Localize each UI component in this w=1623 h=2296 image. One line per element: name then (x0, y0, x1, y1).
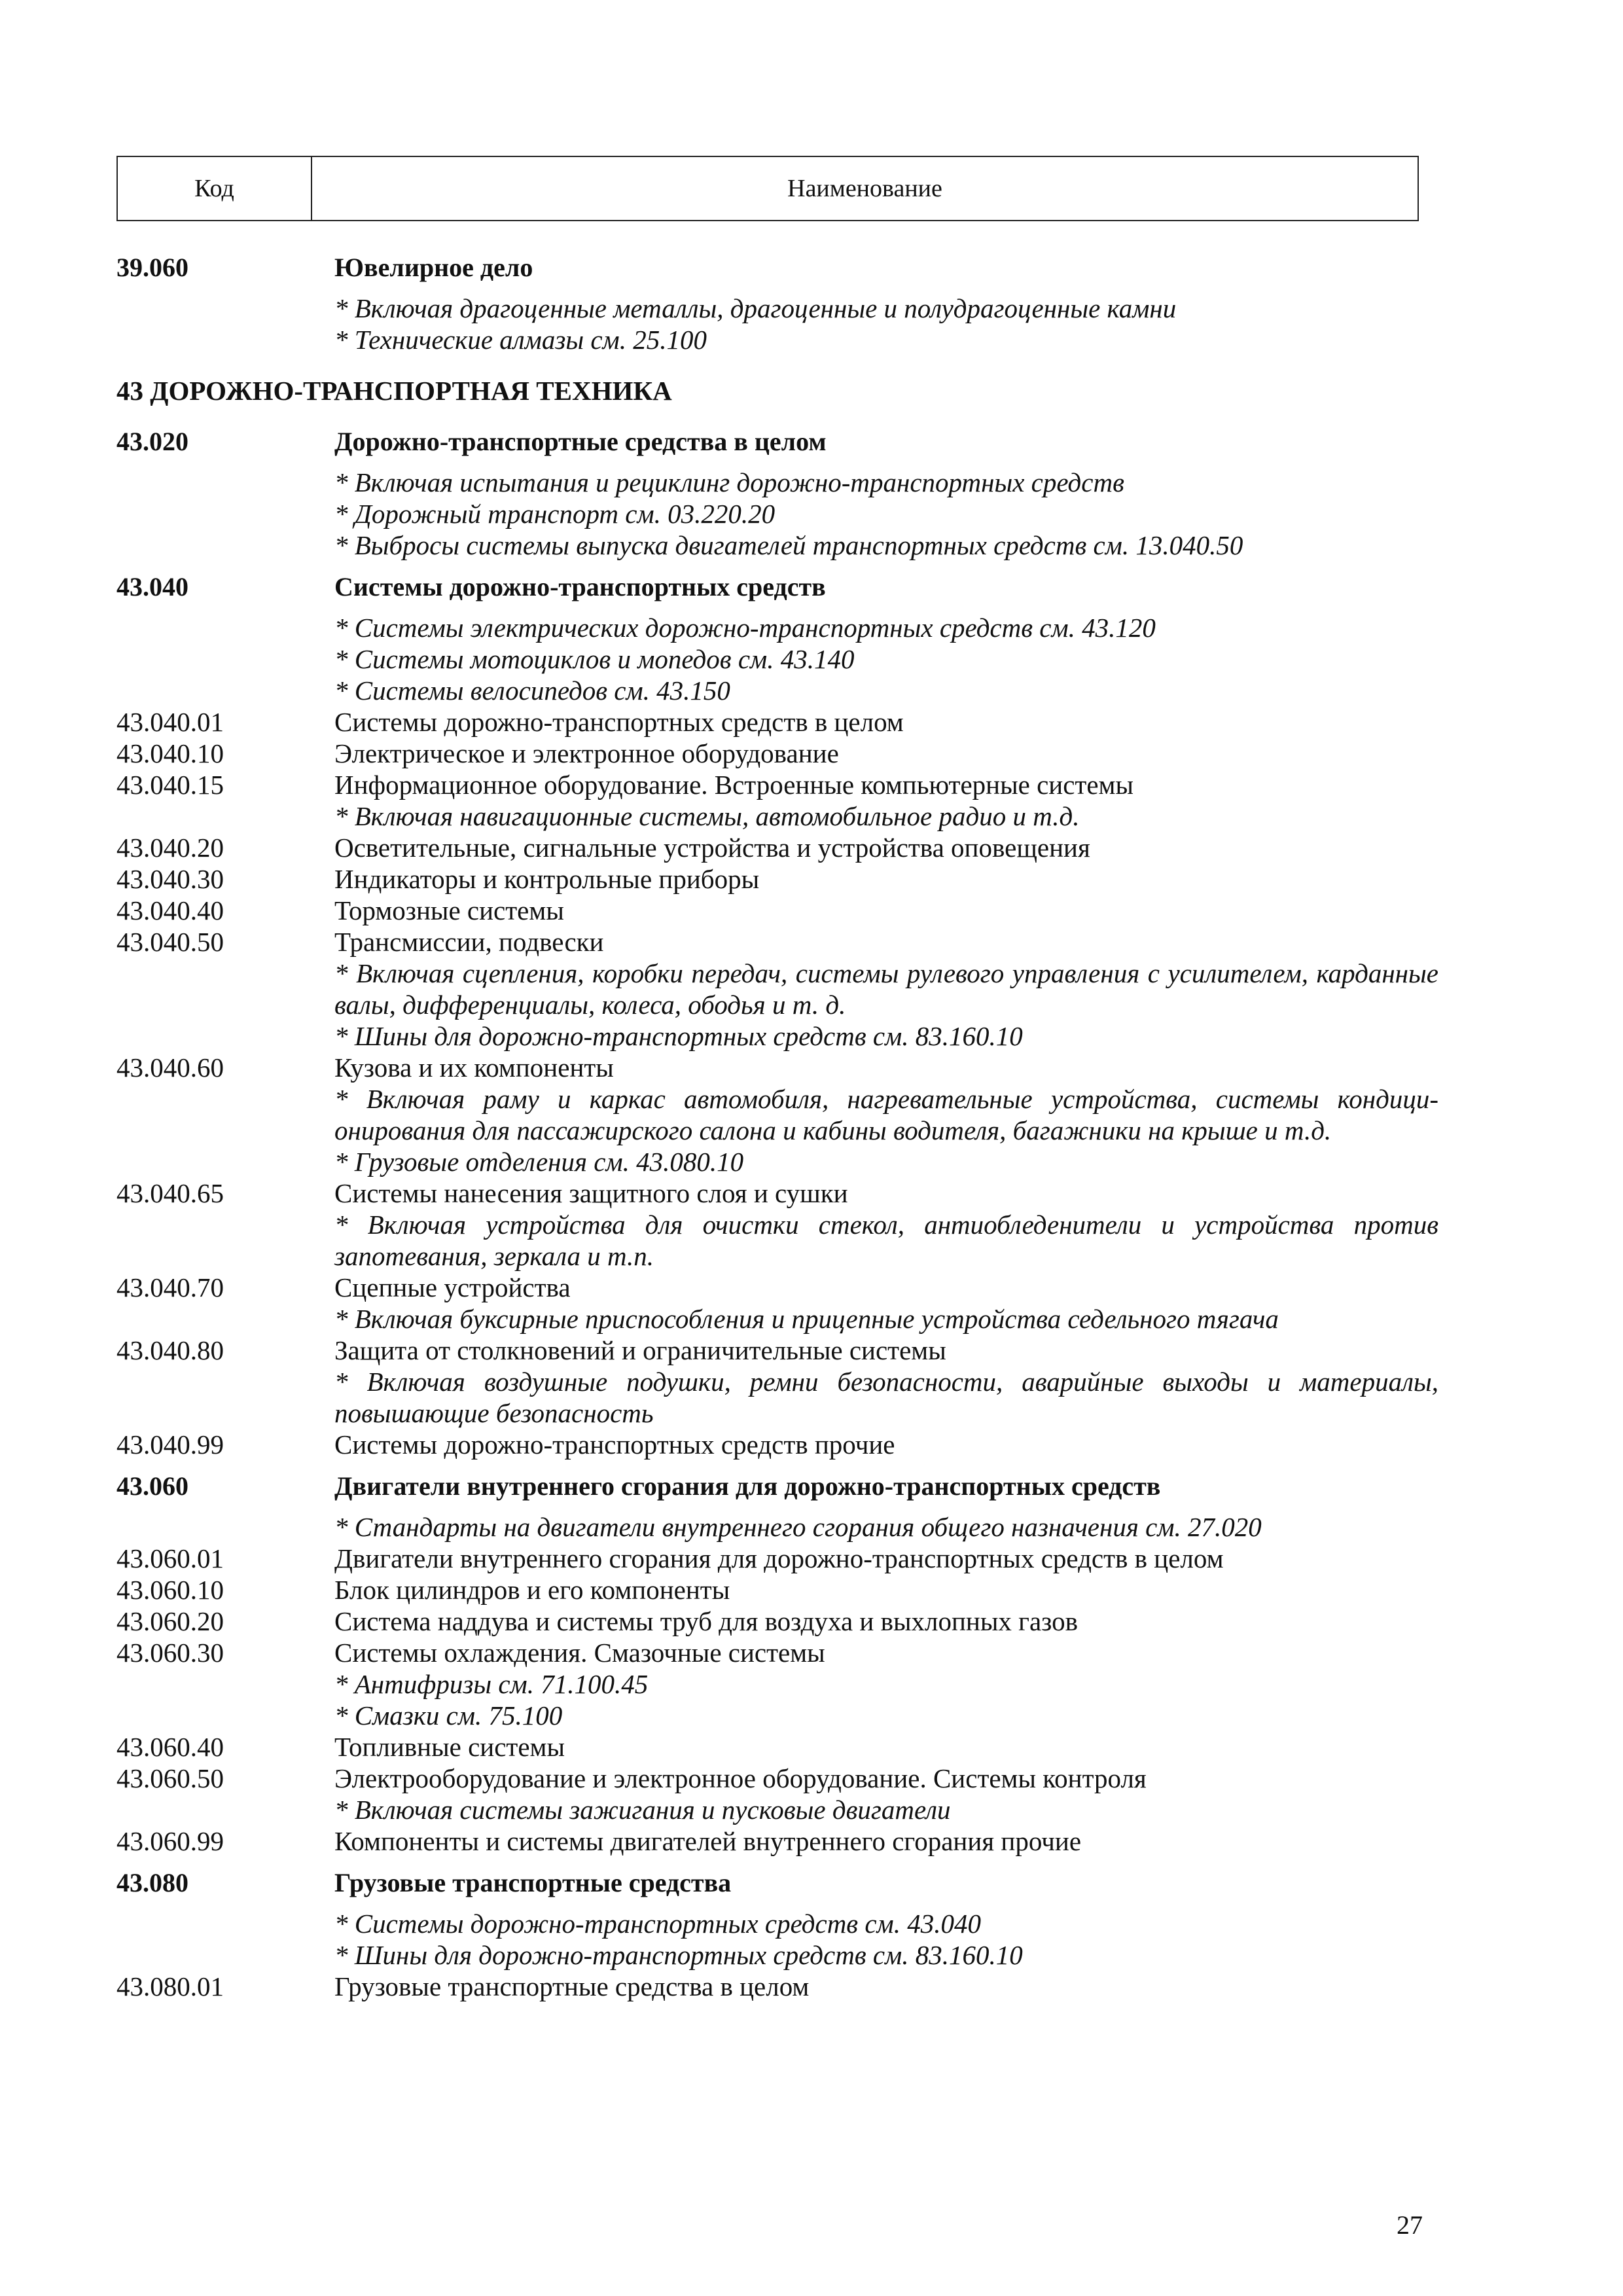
subgroup-body (334, 895, 1438, 926)
group-title: Грузовые транспортные средства (334, 1868, 732, 1897)
subgroup-title: Кузова и их компоненты (334, 1052, 614, 1083)
group-note: * Системы электрических дорожно-транспортных средств см. 43.120 (334, 613, 1156, 643)
group-title: Двигатели внутреннего сгорания для дорожно-транспортных средств (334, 1471, 1161, 1501)
subgroup-code: 43.060.99 (116, 1826, 224, 1856)
subgroup-body (334, 1052, 1438, 1177)
group-note: * Системы велосипедов см. 43.150 (334, 675, 730, 706)
subgroup-code: 43.080.01 (116, 1971, 224, 2001)
subgroup-title: Системы охлаждения. Смазочные системы (334, 1638, 825, 1668)
subgroup-code: 43.040.65 (116, 1178, 224, 1208)
subgroup-code: 43.040.15 (116, 770, 224, 800)
subgroup-body (334, 863, 1438, 895)
subgroup-code: 43.040.01 (116, 707, 224, 737)
subgroup-title: Осветительные, сигнальные устройства и устройства оповещения (334, 833, 1090, 863)
subgroup-title: Электрическое и электронное оборудование (334, 738, 839, 768)
subgroup-code: 43.040.30 (116, 864, 224, 894)
major-group-row (116, 426, 1438, 457)
subgroup-body (334, 1763, 1438, 1825)
subgroup-body (334, 832, 1438, 863)
subgroup-code: 43.040.50 (116, 927, 224, 957)
subgroup-code: 43.040.60 (116, 1052, 224, 1083)
subgroup-row (116, 1335, 1438, 1429)
group-title: Ювелирное дело (334, 253, 533, 282)
subgroup-title: Сцепные устройства (334, 1272, 571, 1302)
subgroup-body (334, 926, 1438, 1052)
subgroup-code: 43.060.01 (116, 1543, 224, 1573)
subgroup-note: * Включая навигационные системы, автомобильное радио и т.д. (334, 801, 1080, 831)
subgroup-row (116, 1731, 1438, 1763)
group-note: * Дорожный транспорт см. 03.220.20 (334, 499, 776, 529)
subgroup-code: 43.060.20 (116, 1606, 224, 1636)
subgroup-note: * Включая системы зажигания и пусковые двигатели (334, 1795, 951, 1825)
major-group-row (116, 1471, 1438, 1502)
column-header-code: Код (118, 157, 312, 220)
group-code: 43.080 (116, 1868, 188, 1897)
subgroup-title: Информационное оборудование. Встроенные компьютерные системы (334, 770, 1134, 800)
subgroup-row (116, 1574, 1438, 1605)
subgroup-title: Системы дорожно-транспортных средств в целом (334, 707, 904, 737)
subgroup-note: * Шины для дорожно-транспортных средств см. 83.160.10 (334, 1021, 1023, 1051)
subgroup-title: Топливные системы (334, 1732, 565, 1762)
subgroup-body (334, 1272, 1438, 1335)
subgroup-title: Компоненты и системы двигателей внутреннего сгорания прочие (334, 1826, 1082, 1856)
subgroup-note: * Включая сцепления, коробки передач, системы рулевого управления с усилителем, карданные валы, дифференциалы, колеса, ободья и т. д. (334, 958, 1438, 1020)
subgroup-row (116, 738, 1438, 769)
subgroup-row (116, 1543, 1438, 1574)
subgroup-note: * Антифризы см. 71.100.45 (334, 1669, 649, 1699)
subgroup-title: Система наддува и системы труб для воздуха и выхлопных газов (334, 1606, 1078, 1636)
column-header-name: Наименование (787, 175, 942, 202)
subgroup-note: * Грузовые отделения см. 43.080.10 (334, 1147, 744, 1177)
group-title: Дорожно-транспортные средства в целом (334, 427, 827, 456)
section-heading: 43 ДОРОЖНО-ТРАНСПОРТНАЯ ТЕХНИКА (116, 376, 672, 406)
group-note: * Выбросы системы выпуска двигателей транспортных средств см. 13.040.50 (334, 530, 1243, 560)
group-code: 43.060 (116, 1471, 188, 1501)
subgroup-code: 43.040.70 (116, 1272, 224, 1302)
subgroup-title: Системы дорожно-транспортных средств прочие (334, 1429, 895, 1460)
subgroup-code: 43.040.20 (116, 833, 224, 863)
subgroup-row (116, 863, 1438, 895)
group-note: * Включая испытания и рециклинг дорожно-транспортных средств (334, 467, 1124, 497)
subgroup-row (116, 1825, 1438, 1857)
group-note: * Системы мотоциклов и мопедов см. 43.140 (334, 644, 855, 674)
group-code: 43.040 (116, 572, 188, 601)
subgroup-code: 43.040.80 (116, 1335, 224, 1365)
major-group-row (116, 252, 1438, 283)
subgroup-note: * Смазки см. 75.100 (334, 1700, 563, 1731)
page-number: 27 (1397, 2210, 1423, 2240)
classification-content (116, 252, 1438, 2002)
subgroup-row (116, 1052, 1438, 1177)
subgroup-row (116, 1637, 1438, 1731)
subgroup-code: 43.040.40 (116, 895, 224, 925)
group-notes (334, 467, 1438, 561)
subgroup-body (334, 1825, 1438, 1857)
subgroup-body (334, 1177, 1438, 1272)
subgroup-title: Грузовые транспортные средства в целом (334, 1971, 810, 2001)
subgroup-title: Тормозные системы (334, 895, 564, 925)
group-note: * Системы дорожно-транспортных средств см. 43.040 (334, 1909, 981, 1939)
subgroup-row (116, 1177, 1438, 1272)
subgroup-body (334, 1429, 1438, 1460)
group-note: * Включая драгоценные металлы, драгоценные и полудрагоценные камни (334, 293, 1177, 323)
subgroup-note: * Включая раму и каркас автомобиля, нагревательные устройства, системы кондици-онирования для пассажирского салона и кабины водителя, багажники на крыше и т.д. (334, 1084, 1438, 1145)
subgroup-body (334, 1335, 1438, 1429)
group-code: 39.060 (116, 253, 188, 282)
major-group-row (116, 571, 1438, 603)
subgroup-note: * Включая устройства для очистки стекол, антиобледенители и устройства против запотевания, зеркала и т.п. (334, 1210, 1438, 1271)
subgroup-code: 43.060.10 (116, 1575, 224, 1605)
group-note: * Технические алмазы см. 25.100 (334, 325, 707, 355)
subgroup-note: * Включая буксирные приспособления и прицепные устройства седельного тягача (334, 1304, 1279, 1334)
group-notes (334, 293, 1438, 355)
subgroup-body (334, 1971, 1438, 2002)
subgroup-body (334, 1574, 1438, 1605)
major-group-row (116, 1867, 1438, 1899)
subgroup-body (334, 1543, 1438, 1574)
subgroup-code: 43.040.99 (116, 1429, 224, 1460)
table-header (116, 156, 1419, 221)
subgroup-body (334, 706, 1438, 738)
subgroup-body (334, 1605, 1438, 1637)
group-code: 43.020 (116, 427, 188, 456)
subgroup-code: 43.060.30 (116, 1638, 224, 1668)
subgroup-row (116, 769, 1438, 832)
subgroup-row (116, 926, 1438, 1052)
subgroup-title: Двигатели внутреннего сгорания для дорожно-транспортных средств в целом (334, 1543, 1224, 1573)
subgroup-body (334, 1637, 1438, 1731)
subgroup-body (334, 769, 1438, 832)
group-notes (334, 1908, 1438, 1971)
group-note: * Шины для дорожно-транспортных средств см. 83.160.10 (334, 1940, 1023, 1970)
group-notes (334, 1511, 1438, 1543)
subgroup-code: 43.060.40 (116, 1732, 224, 1762)
subgroup-title: Индикаторы и контрольные приборы (334, 864, 760, 894)
subgroup-row (116, 706, 1438, 738)
subgroup-row (116, 1272, 1438, 1335)
subgroup-row (116, 895, 1438, 926)
subgroup-title: Электрооборудование и электронное оборудование. Системы контроля (334, 1763, 1147, 1793)
subgroup-row (116, 1605, 1438, 1637)
subgroup-note: * Включая воздушные подушки, ремни безопасности, аварийные выходы и материалы, повышающие безопасность (334, 1367, 1438, 1428)
subgroup-row (116, 1429, 1438, 1460)
subgroup-title: Защита от столкновений и ограничительные системы (334, 1335, 946, 1365)
group-note: * Стандарты на двигатели внутреннего сгорания общего назначения см. 27.020 (334, 1512, 1262, 1542)
group-notes (334, 612, 1438, 706)
group-title: Системы дорожно-транспортных средств (334, 572, 826, 601)
subgroup-row (116, 1971, 1438, 2002)
subgroup-title: Системы нанесения защитного слоя и сушки (334, 1178, 848, 1208)
subgroup-body (334, 738, 1438, 769)
subgroup-body (334, 1731, 1438, 1763)
subgroup-code: 43.060.50 (116, 1763, 224, 1793)
subgroup-code: 43.040.10 (116, 738, 224, 768)
subgroup-title: Трансмиссии, подвески (334, 927, 604, 957)
subgroup-title: Блок цилиндров и его компоненты (334, 1575, 730, 1605)
subgroup-row (116, 832, 1438, 863)
subgroup-row (116, 1763, 1438, 1825)
